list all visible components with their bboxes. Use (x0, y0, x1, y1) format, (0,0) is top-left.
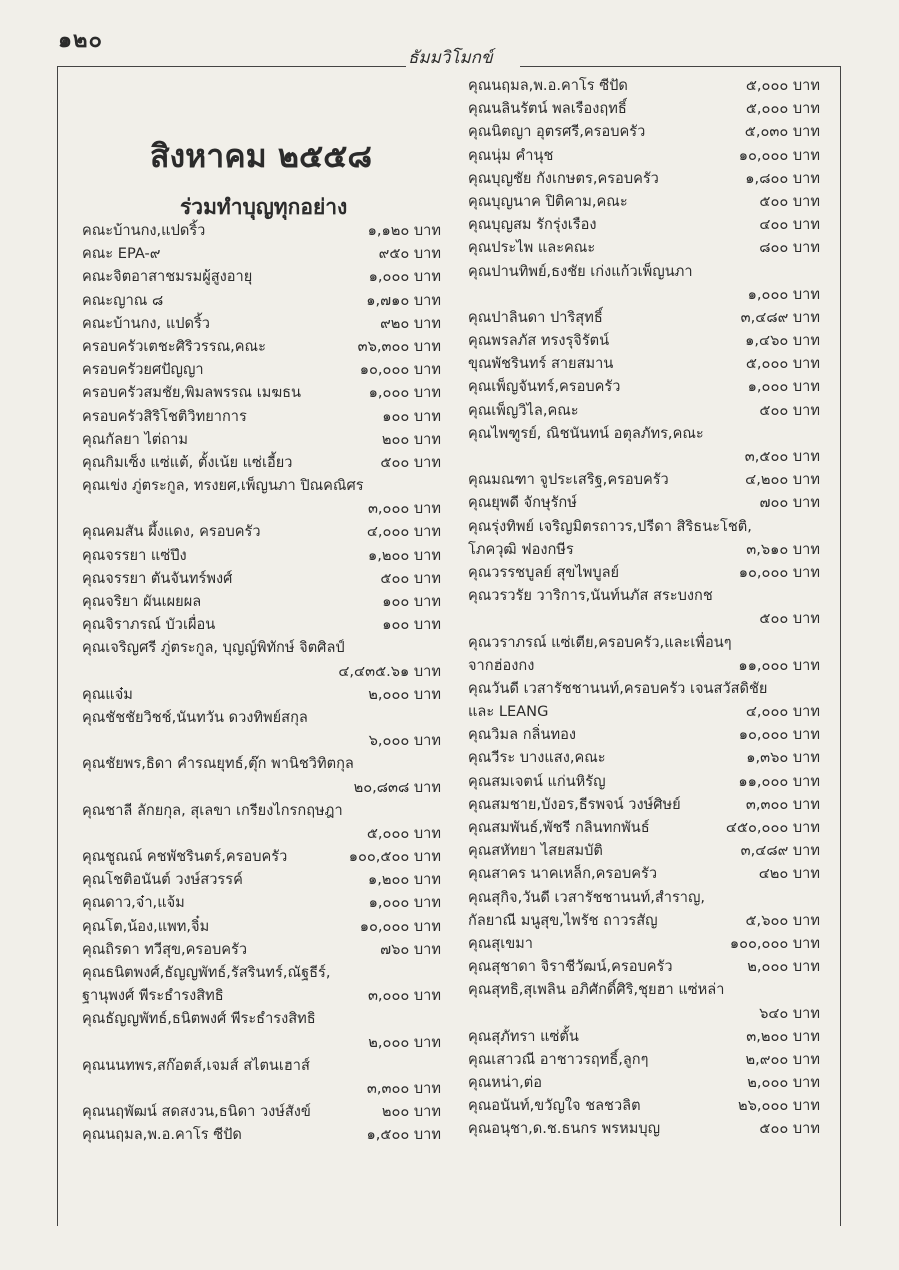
donation-amount: ๑๑,๐๐๐ บาท (738, 656, 820, 674)
donor-name: คุณวีระ บางแสง,คณะ (468, 749, 606, 767)
donor-name: คุณโต,น้อง,แพท,จิ๋ม (82, 917, 210, 935)
donation-amount: ๒,๐๐๐ บาท (368, 685, 441, 703)
donor-line (468, 677, 820, 700)
donor-name: คุณพรลภัส ทรงรุจิรัตน์ (468, 332, 610, 350)
donation-amount: ๖,๐๐๐ บาท (368, 732, 441, 750)
donor-line (468, 97, 820, 120)
donation-amount: ๓,๕๐๐ บาท (744, 448, 820, 465)
donor-line (468, 144, 820, 167)
donor-line (468, 746, 820, 769)
donation-amount: ๕,๐๐๐ บาท (745, 355, 820, 373)
donation-amount: ๔,๐๐๐ บาท (745, 703, 820, 721)
donor-name: โภควุฒิ ฟองกษีร (468, 540, 574, 558)
donation-amount: ๑,๒๐๐ บาท (367, 871, 441, 889)
donation-amount: ๑๐๐,๐๐๐ บาท (729, 934, 820, 952)
donation-amount: ๘๐๐ บาท (759, 239, 820, 257)
donor-line (468, 584, 820, 607)
donor-line (82, 706, 441, 729)
donor-name: คุณนลินรัตน์ พลเรืองฤทธิ์ (468, 100, 627, 118)
donor-name: คณะบ้านกง, แปดริ้ว (82, 314, 210, 332)
donor-name: และ LEANG (468, 703, 549, 721)
donation-amount: ๓,๒๐๐ บาท (746, 1027, 820, 1045)
donor-line (82, 1077, 441, 1100)
donation-amount: ๖๔๐ บาท (759, 1004, 820, 1022)
donor-name: คุณเพ็ญจันทร์,ครอบครัว (468, 378, 621, 396)
donor-name: คุณสุภัทรา แซ่ตั้น (468, 1027, 579, 1045)
running-header: ธัมมวิโมกข์ (408, 48, 493, 68)
donation-amount: ๓๖,๓๐๐ บาท (357, 337, 441, 355)
donor-name: คุณกิมเซ็ง แซ่แต้, ตั้งเน้ย แซ่เอี้ยว (82, 453, 293, 471)
donor-line (82, 567, 441, 590)
donor-name: ครอบครัวยศปัญญา (82, 361, 204, 379)
donor-line (82, 845, 441, 868)
donor-name: จากฮ่องกง (468, 656, 535, 674)
donation-amount: ๓,๐๐๐ บาท (367, 500, 441, 518)
donor-name: คุณเพ็ญวิไล,คณะ (468, 401, 579, 419)
donation-amount: ๓,๔๘๙ บาท (740, 308, 820, 326)
donor-name: คุณนฤพัฒน์ สดสงวน,ธนิดา วงษ์สังข์ (82, 1103, 311, 1121)
donation-amount: ๒๖,๐๐๐ บาท (738, 1097, 820, 1115)
donor-line (82, 474, 441, 497)
donor-line (82, 868, 441, 891)
donation-amount: ๒,๙๐๐ บาท (745, 1050, 820, 1068)
donation-amount: ๑๐,๐๐๐ บาท (359, 361, 441, 379)
donor-name: ครอบครัวเตชะศิริวรรณ,คณะ (82, 337, 266, 355)
donor-name: คุณสมพันธ์,พัชรี กลินทกพันธ์ (468, 819, 650, 836)
donor-line (82, 799, 441, 822)
donation-amount: ๔๒๐ บาท (758, 865, 820, 883)
donor-name: คุณสุกิจ,วันดี เวสารัชชานนท์,สำราญ, (468, 888, 706, 906)
donation-amount: ๙๒๐ บาท (380, 314, 441, 332)
donor-name: คุณจรรยา แซ่ปึง (82, 546, 187, 564)
donor-name: คุณสมเจตน์ แก่นหิรัญ (468, 772, 606, 790)
donor-name: คุณแจ๋ม (82, 685, 133, 703)
donor-line (468, 909, 820, 932)
donor-name: คุณรุ่งทิพย์ เจริญมิตรถาวร,ปรีดา สิริธนะโชติ, (468, 517, 752, 535)
donor-name: ขุณพัชรินทร์ สายสมาน (468, 355, 614, 373)
donor-name: คุณอนันท์,ขวัญใจ ชลชวลิต (468, 1097, 641, 1115)
donor-line (468, 515, 820, 538)
donor-line (468, 445, 820, 468)
donation-amount: ๑๐๐ บาท (382, 616, 441, 634)
donation-amount: ๕,๖๐๐ บาท (745, 911, 820, 929)
donation-amount: ๑,๑๒๐ บาท (367, 222, 441, 239)
donation-amount: ๙๕๐ บาท (378, 245, 441, 263)
donor-name: คุณสมชาย,บังอร,ธีรพจน์ วงษ์ศิษย์ (468, 795, 681, 813)
donation-amount: ๕๐๐ บาท (759, 192, 820, 210)
donor-line (82, 590, 441, 613)
donor-name: คณะจิตอาสาชมรมผู้สูงอายุ (82, 268, 253, 286)
donor-line (468, 491, 820, 514)
donor-name: คุณจรรยา ตันจันทร์พงศ์ (82, 569, 233, 587)
donor-line (468, 167, 820, 190)
donor-line (468, 74, 820, 97)
donation-amount: ๑,๗๑๐ บาท (366, 291, 441, 309)
donor-name: คุณเข่ง ภู่ตระกูล, ทรงยศ,เพ็ญนภา ปิณคณิศร (82, 477, 364, 495)
donor-line (468, 422, 820, 445)
donation-amount: ๓,๐๐๐ บาท (367, 987, 441, 1005)
donor-name: คุณสหัทยา ไสยสมบัติ (468, 842, 603, 860)
donor-line (82, 1031, 441, 1054)
frame-left-rule (57, 66, 58, 1226)
donor-name: คุณมณฑา จูประเสริฐ,ครอบครัว (468, 471, 669, 489)
donor-name: คุณบุญสม รักรุ่งเรือง (468, 216, 597, 234)
donor-line (468, 399, 820, 422)
donor-name: คุณคมสัน ผึ้งแดง, ครอบครัว (82, 523, 261, 541)
donation-amount: ๔,๐๐๐ บาท (366, 523, 441, 541)
donor-line (82, 219, 441, 242)
donor-name: คุณโชติอนันต์ วงษ์สวรรค์ (82, 871, 243, 889)
page-title: สิงหาคม ๒๕๕๘ (150, 137, 373, 175)
donation-amount: ๗๐๐ บาท (759, 494, 820, 512)
frame-top-right-rule (520, 66, 841, 67)
donor-name: คุณไพฑูรย์, ณิชนันทน์ อตุลภัทร,คณะ (468, 424, 704, 442)
donor-line (468, 283, 820, 306)
donor-line (82, 613, 441, 636)
donation-amount: ๑,๒๐๐ บาท (367, 546, 441, 564)
donor-line (468, 886, 820, 909)
donor-line (468, 260, 820, 283)
donor-name: คณะ EPA-๙ (82, 245, 161, 263)
donor-line (82, 683, 441, 706)
donor-name: ครอบครัวสิริโชติวิทยาการ (82, 407, 247, 425)
donor-line (82, 289, 441, 312)
donor-name: คุณนนทพร,สก๊อตส์,เจมส์ สไตนเฮาส์ (82, 1056, 310, 1074)
donor-line (82, 891, 441, 914)
donation-amount: ๑๐,๐๐๐ บาท (738, 146, 820, 164)
donor-line (82, 428, 441, 451)
donor-line (82, 265, 441, 288)
donor-name: คุณยุพดี จักษุรักษ์ (468, 494, 577, 512)
donation-amount: ๒,๐๐๐ บาท (747, 958, 820, 976)
donor-name: คุณกัลยา ไต่ถาม (82, 430, 188, 448)
donor-line (468, 1071, 820, 1094)
donation-amount: ๑,๐๐๐ บาท (747, 378, 820, 396)
donor-line (82, 520, 441, 543)
donor-line (468, 1117, 820, 1140)
donor-line (82, 822, 441, 845)
donation-amount: ๔๕๐,๐๐๐ บาท (725, 819, 820, 836)
donor-name: คุณชัชชัยวิชช์,นันทวัน ดวงทิพย์สกุล (82, 708, 308, 726)
donation-amount: ๕๐๐ บาท (759, 610, 820, 628)
donor-line (468, 700, 820, 723)
donor-line (468, 631, 820, 654)
donation-amount: ๓,๖๑๐ บาท (746, 540, 820, 558)
donation-amount: ๑๐,๐๐๐ บาท (359, 917, 441, 935)
donor-name: คุณจริยา ผันเผยผล (82, 593, 202, 610)
donor-name: คุณนุ่ม คำนุช (468, 146, 554, 164)
donor-name: คุณนฤมล,พ.อ.คาโร ซีปัด (468, 77, 628, 94)
donation-amount: ๑๐๐,๕๐๐ บาท (348, 848, 441, 866)
donor-line (82, 938, 441, 961)
donation-amount: ๑๐,๐๐๐ บาท (738, 726, 820, 744)
donation-amount: ๕,๐๐๐ บาท (745, 77, 820, 94)
donor-name: คุณวิมล กลิ่นทอง (468, 726, 576, 744)
donor-line (468, 375, 820, 398)
donation-amount: ๑๐๐ บาท (382, 407, 441, 425)
donor-name: คุณชูณณ์ คชพัชรินตร์,ครอบครัว (82, 848, 288, 866)
donor-line (468, 839, 820, 862)
donor-line (468, 1094, 820, 1117)
donor-line (82, 915, 441, 938)
donation-amount: ๑,๐๐๐ บาท (747, 285, 820, 303)
donor-line (82, 381, 441, 404)
donation-amount: ๒๐,๘๓๘ บาท (353, 778, 441, 796)
donor-name: คุณชัยพร,ธิดา คำรณยุทธ์,ตุ๊ก พานิชวิทิตกุล (82, 755, 354, 773)
donor-name: คุณธนิตพงศ์,ธัญญพัทธ์,รัสรินทร์,ณัฐธีร์, (82, 964, 331, 981)
donor-name: คุณสุชาดา จิราชีวัฒน์,ครอบครัว (468, 958, 673, 976)
donor-list-right (468, 74, 820, 1141)
donor-line (82, 405, 441, 428)
donation-amount: ๒๐๐ บาท (381, 1103, 441, 1121)
donor-line (82, 451, 441, 474)
donor-name: คุณถิรดา ทวีสุข,ครอบครัว (82, 940, 248, 958)
frame-right-rule (840, 66, 841, 1226)
donor-line (82, 776, 441, 799)
donation-amount: ๑,๓๖๐ บาท (746, 749, 820, 767)
donor-name: คุณจิราภรณ์ บัวเผื่อน (82, 616, 216, 634)
donation-amount: ๓,๓๐๐ บาท (745, 795, 820, 813)
frame-top-left-rule (57, 66, 406, 67)
donation-amount: ๑,๐๐๐ บาท (368, 894, 441, 912)
donor-line (468, 329, 820, 352)
donation-amount: ๒๐๐ บาท (381, 430, 441, 448)
donor-line (468, 654, 820, 677)
donor-line (468, 793, 820, 816)
donor-line (82, 497, 441, 520)
donor-line (468, 561, 820, 584)
donation-amount: ๕๐๐ บาท (759, 1120, 820, 1138)
donor-line (468, 120, 820, 143)
donation-amount: ๔,๔๓๕.๖๑ บาท (338, 662, 441, 680)
donor-line (468, 607, 820, 630)
donor-list-left (82, 219, 441, 1147)
donation-amount: ๗๖๐ บาท (380, 940, 441, 958)
donor-line (82, 335, 441, 358)
donation-amount: ๑,๐๐๐ บาท (368, 268, 441, 286)
donation-amount: ๕๐๐ บาท (759, 401, 820, 419)
donor-line (82, 1123, 441, 1146)
donor-name: คุณธัญญพัทธ์,ธนิตพงศ์ พีระธำรงสิทธิ (82, 1010, 316, 1028)
donor-name: คุณประไพ และคณะ (468, 239, 596, 257)
donation-amount: ๑,๔๖๐ บาท (745, 332, 820, 350)
donor-name: คุณวรวรัย วาริการ,นันท์นภัส สระบงกช (468, 587, 713, 605)
donor-name: คุณปาลินดา ปาริสุทธิ์ (468, 308, 603, 326)
donation-amount: ๒,๐๐๐ บาท (368, 1033, 441, 1051)
donor-line (82, 1100, 441, 1123)
donation-amount: ๕๐๐ บาท (380, 453, 441, 471)
donor-line (468, 955, 820, 978)
donation-amount: ๔๐๐ บาท (759, 216, 820, 234)
donor-line (82, 660, 441, 683)
donor-name: ครอบครัวสมชัย,พิมลพรรณ เมฆธน (82, 384, 302, 402)
donor-name: คุณนิตญา อุตรศรี,ครอบครัว (468, 123, 646, 141)
donor-line (468, 236, 820, 259)
donation-amount: ๔,๒๐๐ บาท (745, 471, 820, 489)
donor-line (82, 636, 441, 659)
donor-name: คุณสาคร นาคเหล็ก,ครอบครัว (468, 865, 658, 883)
donor-name: คุณบุญนาค ปิติคาม,คณะ (468, 192, 628, 210)
donation-amount: ๕,๐๐๐ บาท (366, 824, 441, 842)
donor-name: ฐานุพงศ์ พีระธำรงสิทธิ (82, 987, 224, 1005)
donor-name: คุณวันดี เวสารัชชานนท์,ครอบครัว เจนสวัสดิชัย (468, 679, 768, 697)
donor-line (468, 213, 820, 236)
donor-line (82, 544, 441, 567)
donor-name: คุณบุญชัย กังเกษตร,ครอบครัว (468, 169, 659, 187)
donor-line (82, 1007, 441, 1030)
donation-amount: ๕,๐๐๐ บาท (745, 100, 820, 118)
donation-amount: ๑,๐๐๐ บาท (368, 384, 441, 402)
donor-name: คุณเจริญศรี ภู่ตระกูล, บุญญ์พิทักษ์ จิตศิลป์ (82, 639, 345, 657)
donor-line (82, 312, 441, 335)
donor-line (468, 862, 820, 885)
donor-line (468, 978, 820, 1001)
donor-line (82, 984, 441, 1007)
donation-amount: ๑๐,๐๐๐ บาท (738, 563, 820, 581)
donor-line (468, 306, 820, 329)
donation-amount: ๓,๓๐๐ บาท (366, 1079, 441, 1097)
donor-line (82, 1054, 441, 1077)
donor-line (82, 752, 441, 775)
donation-amount: ๕๐๐ บาท (380, 569, 441, 587)
page-number: ๑๒๐ (58, 28, 103, 53)
donation-amount: ๑๐๐ บาท (382, 593, 441, 610)
donor-name: คุณวราภรณ์ แซ่เตีย,ครอบครัว,และเพื่อนๆ (468, 633, 732, 651)
donor-line (82, 961, 441, 984)
donation-amount: ๑๑,๐๐๐ บาท (738, 772, 820, 790)
donor-line (468, 538, 820, 561)
donor-line (468, 468, 820, 491)
donor-name: คณะบ้านกง,แปดริ้ว (82, 222, 206, 239)
donor-name: คุณปานทิพย์,ธงชัย เก่งแก้วเพ็ญนภา (468, 262, 693, 280)
donor-name: คุณนฤมล,พ.อ.คาโร ซีปัด (82, 1126, 242, 1144)
donor-name: คุณชาลี ลักยกุล, สุเลขา เกรียงไกรกฤษฎา (82, 801, 343, 819)
donor-line (468, 932, 820, 955)
donation-amount: ๕,๐๓๐ บาท (744, 123, 820, 141)
donor-line (82, 358, 441, 381)
donation-amount: ๓,๔๘๙ บาท (740, 842, 820, 860)
donor-line (82, 242, 441, 265)
donor-name: คุณดาว,จ๋า,แจ้ม (82, 894, 185, 912)
donor-name: คุณหน่า,ต่อ (468, 1074, 542, 1092)
donor-name: คุณสุเขมา (468, 934, 533, 952)
section-title: ร่วมทำบุญทุกอย่าง (180, 194, 348, 219)
donor-line (468, 1025, 820, 1048)
donor-name: คุณสุทธิ,สุเพลิน อภิศักดิ์ศิริ,ชุยฮา แซ่หล่า (468, 981, 725, 999)
donor-name: คุณวรรชบูลย์ สุขไพบูลย์ (468, 563, 620, 581)
donation-amount: ๑,๕๐๐ บาท (366, 1126, 441, 1144)
donation-amount: ๑,๘๐๐ บาท (745, 169, 820, 187)
donor-line (468, 1002, 820, 1025)
donor-line (82, 729, 441, 752)
donation-amount: ๒,๐๐๐ บาท (747, 1074, 820, 1092)
donor-name: คุณอนุชา,ด.ช.ธนกร พรหมบุญ (468, 1120, 661, 1138)
donor-line (468, 770, 820, 793)
donor-line (468, 816, 820, 839)
donor-name: กัลยาณี มนูสุข,ไพรัช ถาวรสัญ (468, 911, 658, 929)
donor-name: คุณเสาวณี อาชาวรฤทธิ์,ลูกๆ (468, 1050, 649, 1068)
donor-line (468, 723, 820, 746)
donor-line (468, 190, 820, 213)
donor-name: คณะญาณ ๘ (82, 291, 164, 309)
donor-line (468, 1048, 820, 1071)
donor-line (468, 352, 820, 375)
